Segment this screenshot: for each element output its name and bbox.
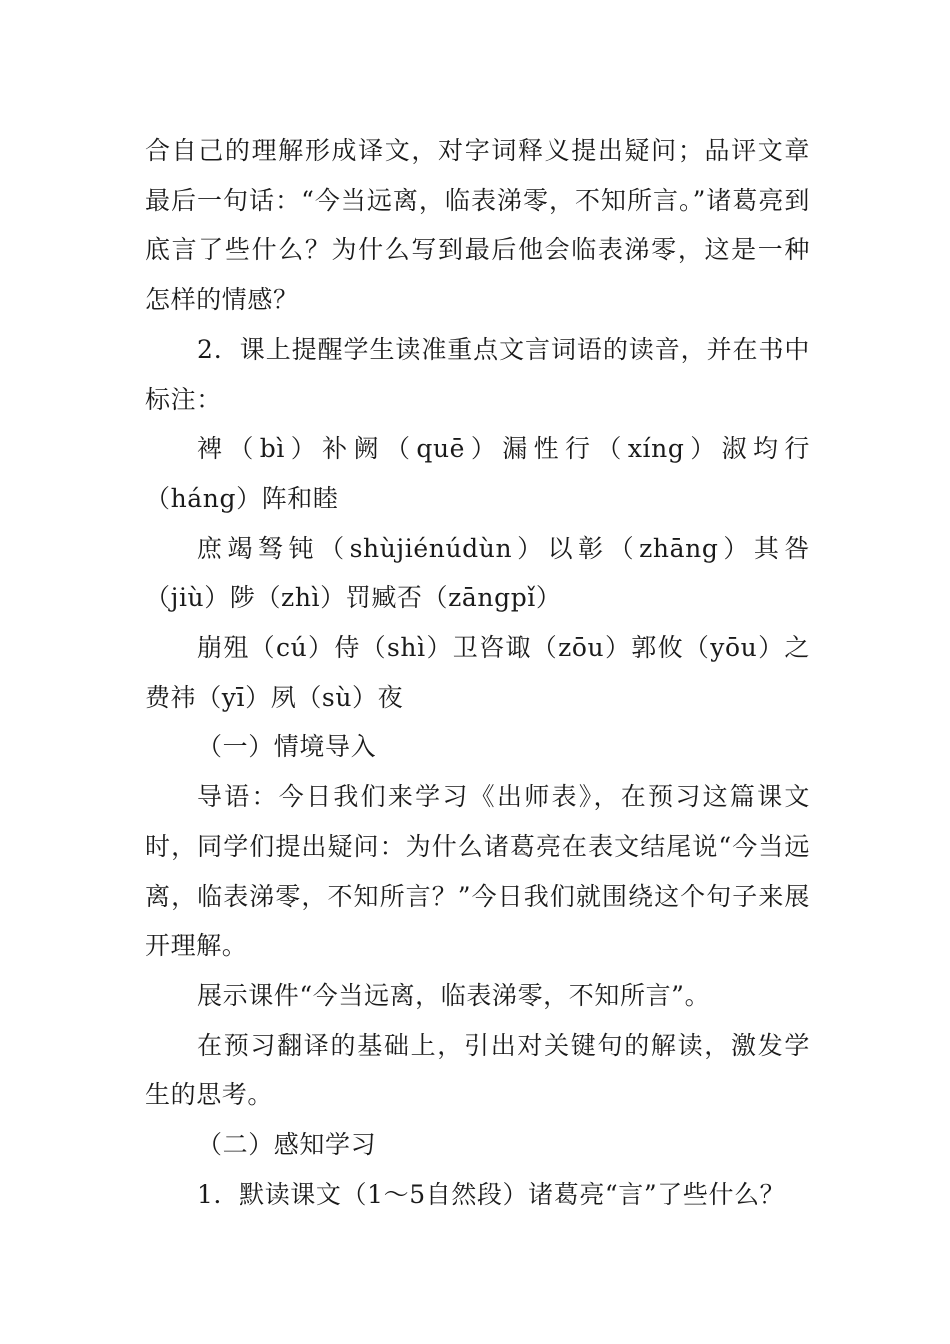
paragraph-silent-reading-task: 1．默读课文（1～5自然段）诸葛亮“言”了些什么？	[197, 1179, 786, 1209]
paragraph-lead-in: 导语：今日我们来学习《出师表》，在预习这篇课文时，同学们提出疑问：为什么诸葛亮在表文结尾说“今当远离，临表涕零，不知所言？”今日我们就围绕这个句子来展开理解。	[145, 782, 810, 961]
section-heading-context-intro: （一）情境导入	[197, 732, 377, 762]
paragraph-key-sentence: 在预习翻译的基础上，引出对关键句的解读，激发学生的思考。	[145, 1030, 810, 1110]
section-heading-perception-study: （二）感知学习	[197, 1130, 377, 1160]
paragraph-pronunciation-list-1: 裨（bì）补阙（quē）漏性行（xíng）淑均行（háng）阵和睦	[145, 434, 810, 513]
paragraph-courseware: 展示课件“今当远离，临表涕零，不知所言”。	[197, 980, 711, 1010]
paragraph-pronunciation-list-2: 庶竭驽钝（shùjiénúdùn）以彰（zhāng）其咎（jiù）陟（zhì）罚臧否（zāngpǐ）	[145, 533, 810, 613]
paragraph-pronunciation-instruction: 2．课上提醒学生读准重点文言词语的读音，并在书中标注：	[145, 334, 810, 414]
paragraph-pronunciation-list-3: 崩殂（cú）侍（shì）卫咨诹（zōu）郭攸（yōu）之费祎（yī）夙（sù）夜	[145, 633, 810, 712]
document-page	[145, 126, 810, 1219]
paragraph-translation-and-appraisal: 合自己的理解形成译文，对字词释义提出疑问；品评文章最后一句话：“今当远离，临表涕零，不知所言。”诸葛亮到底言了些什么？为什么写到最后他会临表涕零，这是一种怎样的情感？	[145, 136, 810, 315]
